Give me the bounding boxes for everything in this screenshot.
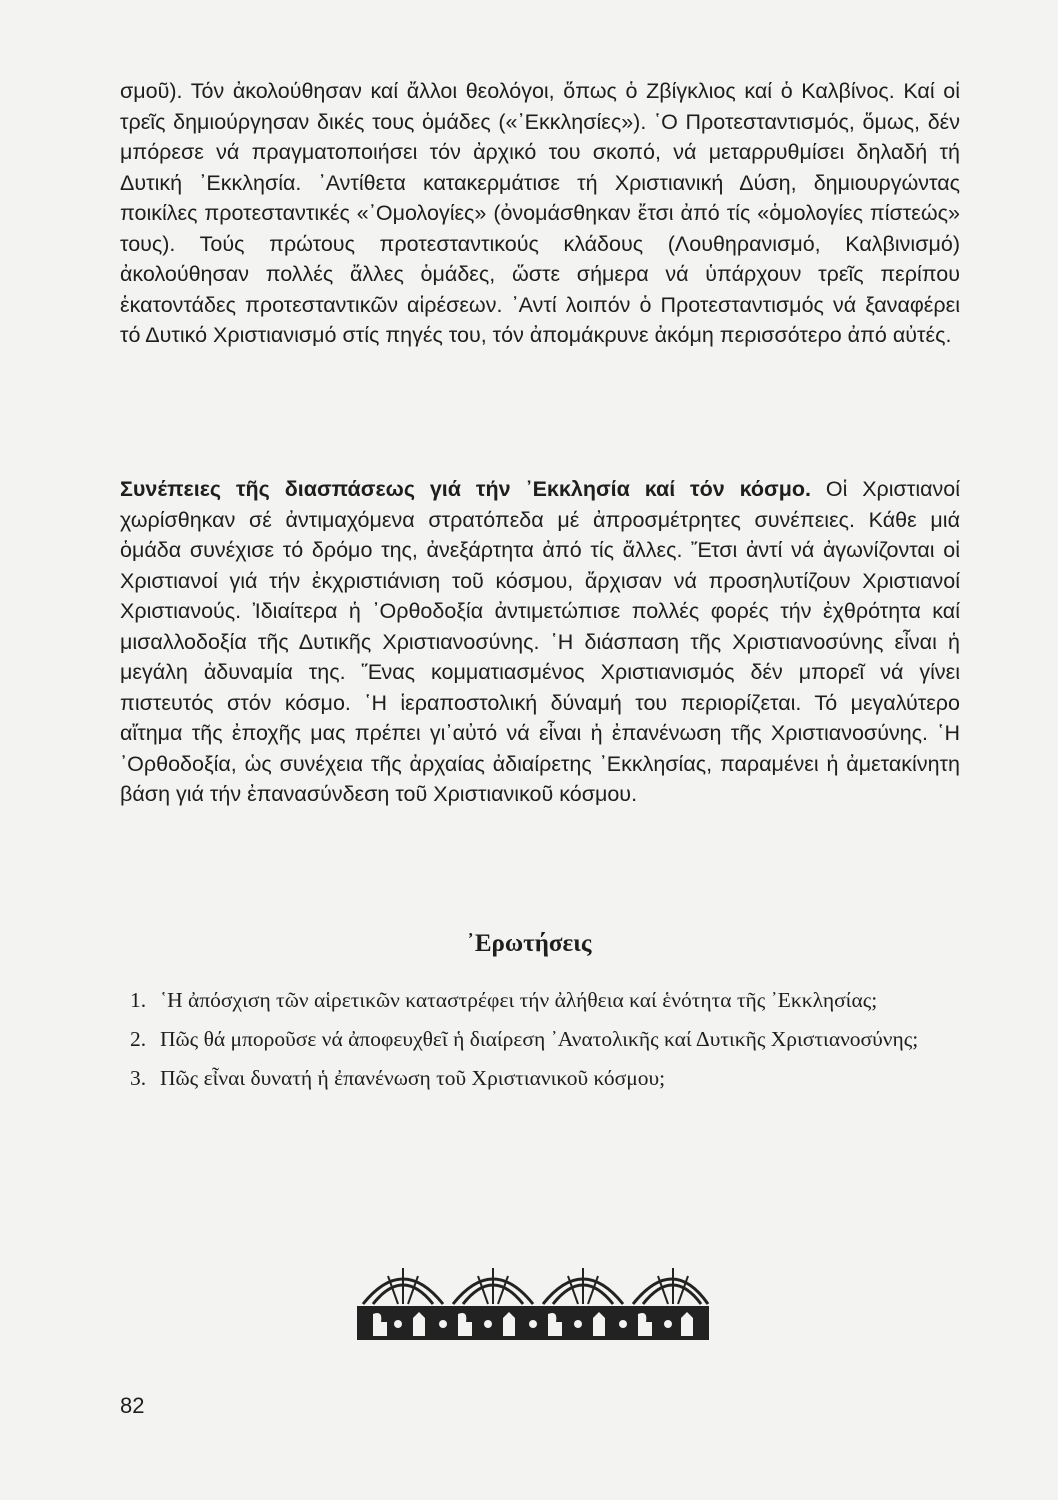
question-text: Πῶς εἶναι δυνατή ἡ ἐπανένωση τοῦ Χριστιανικοῦ κόσμου;	[160, 1066, 666, 1090]
question-text: ῾Η ἀπόσχιση τῶν αἱρετικῶν καταστρέφει τήν ἀλήθεια καί ἑνότητα τῆς ᾿Εκκλησίας;	[160, 988, 878, 1012]
question-number: 2.	[130, 1027, 147, 1051]
question-text: Πῶς θά μποροῦσε νά ἀποφευχθεῖ ἡ διαίρεση ᾿Ανατολικῆς καί Δυτικῆς Χριστιανοσύνης;	[160, 1027, 919, 1051]
question-item	[130, 1063, 960, 1094]
paragraph-body: Οἱ Χριστιανοί χωρίσθηκαν σέ ἀντιμαχόμενα στρατόπεδα μέ ἀπροσμέτρητες συνέπειες. Κάθε μιά ὁμάδα συνέχισε τό δρόμο της, ἀνεξάρτητα ἀπό τίς ἄλλες. Ἔτσι ἀντί νά ἀγωνίζονται οἱ Χριστιανοί γιά τήν ἐκχριστιάνιση τοῦ κόσμου, ἄρχισαν νά προσηλυτίζουν Χριστιανοί Χριστιανούς. Ἰδιαίτερα ἡ ᾿Ορθοδοξία ἀντιμετώπισε πολλές φορές τήν ἐχθρότητα καί μισαλλοδοξία τῆς Δυτικῆς Χριστιανοσύνης. ῾Η διάσπαση τῆς Χριστιανοσύνης εἶναι ἡ μεγάλη ἀδυναμία της. Ἕνας κομματιασμένος Χριστιανισμός δέν μπορεῖ νά γίνει πιστευτός στόν κόσμο. ῾Η ἱεραποστολική δύναμή του περιορίζεται. Τό μεγαλύτερο αἴτημα τῆς ἐποχῆς μας πρέπει γι᾿αὐτό νά εἶναι ἡ ἐπανένωση τῆς Χριστιανοσύνης. ῾Η ᾿Ορθοδοξία, ὡς συνέχεια τῆς ἀρχαίας ἀδιαίρετης ᾿Εκκλησίας, παραμένει ἡ ἀμετακίνητη βάση γιά τήν ἐπανασύνδεση τοῦ Χριστιανικοῦ κόσμου.	[120, 477, 961, 806]
question-item	[130, 985, 960, 1016]
decorative-ornament	[353, 1248, 713, 1344]
question-number: 3.	[130, 1066, 147, 1090]
question-item	[130, 1024, 960, 1055]
paragraph-protestantism: σμοῦ). Τόν ἀκολούθησαν καί ἄλλοι θεολόγοι, ὅπως ὁ Ζβίγκλιος καί ὁ Καλβίνος. Καί οἱ τρεῖς δημιούργησαν δικές τους ὁμάδες («᾿Εκκλησίες»). ῾Ο Προτεσταντισμός, ὅμως, δέν μπόρεσε νά πραγματοποιήσει τόν ἀρχικό του σκοπό, νά μεταρρυθμίσει δηλαδή τή Δυτική ᾿Εκκλησία. ᾿Αντίθετα κατακερμάτισε τή Χριστιανική Δύση, δημιουργώντας ποικίλες προτεσταντικές «᾿Ομολογίες» (ὀνομάσθηκαν ἔτσι ἀπό τίς «ὁμολογίες πίστεώς» τους). Τούς πρώτους προτεσταντικούς κλάδους (Λουθηρανισμό, Καλβινισμό) ἀκολούθησαν πολλές ἄλλες ὁμάδες, ὥστε σήμερα νά ὑπάρχουν τρεῖς περίπου ἑκατοντάδες προτεσταντικῶν αἱρέσεων. ᾿Αντί λοιπόν ὁ Προτεσταντισμός νά ξαναφέρει τό Δυτικό Χριστιανισμό στίς πηγές του, τόν ἀπομάκρυνε ἀκόμη περισσότερο ἀπό αὐτές.	[120, 79, 960, 347]
questions-list	[130, 985, 960, 1102]
paragraph-consequences	[120, 474, 960, 810]
question-number: 1.	[130, 988, 147, 1012]
paragraph-heading: Συνέπειες τῆς διασπάσεως γιά τήν ᾿Εκκλησία καί τόν κόσμο.	[120, 477, 811, 501]
questions-title: ᾿Ερωτήσεις	[466, 930, 592, 957]
page-number: 82	[120, 1393, 145, 1418]
